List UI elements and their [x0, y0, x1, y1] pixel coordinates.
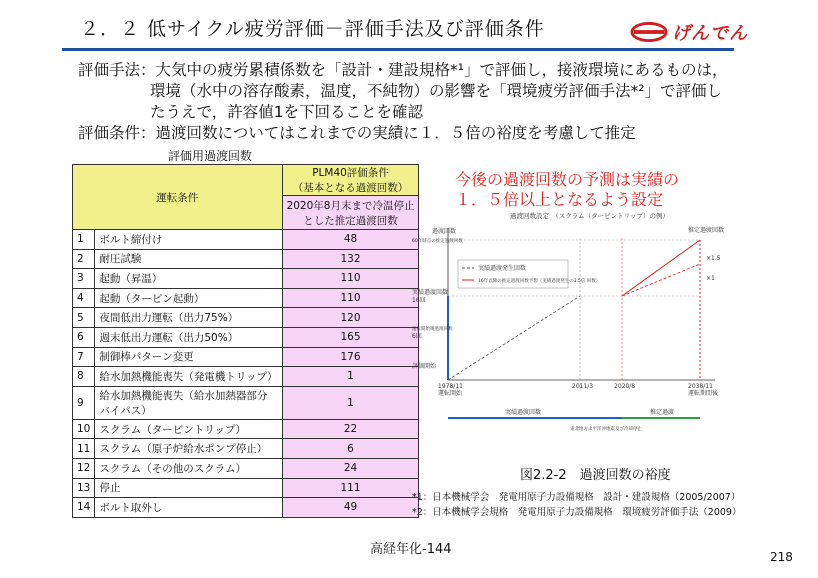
table-row — [73, 347, 419, 367]
row-condition: 週末低出力運転（出力50%） — [95, 327, 282, 347]
legend-estimate: 16年以降の推定過渡回数予想（実績過渡発生の1.5倍 回数） — [478, 279, 601, 284]
title-underline — [62, 48, 734, 51]
table-caption: 評価用過渡回数 — [168, 149, 253, 163]
row-number: 9 — [73, 386, 95, 419]
y-value-6: 6回 — [412, 333, 422, 340]
footnote-2: *2：日本機械学会規格 発電用原子力設備規格 環境疲労評価手法（2009） — [412, 507, 742, 518]
row-count: 110 — [282, 288, 419, 308]
row-condition: 停止 — [95, 478, 282, 498]
header-operating-condition: 運転条件 — [73, 165, 283, 230]
condition-line: 評価条件：過渡回数についてはこれまでの実績に１．５倍の裕度を考慮して推定 — [78, 124, 636, 142]
row-count: 22 — [282, 419, 419, 439]
y-label-actual: 実績過渡回数 — [412, 289, 449, 296]
row-condition: 起動（タービン起動） — [95, 288, 282, 308]
y-axis-label: 過渡回数 — [432, 228, 457, 235]
row-number: 6 — [73, 327, 95, 347]
row-number: 11 — [73, 439, 95, 459]
row-condition-line1: 給水加熱機能喪失（給水加熱器部分 — [99, 389, 268, 402]
header-plm40-line1: PLM40評価条件 — [312, 167, 389, 180]
table-row — [73, 288, 419, 308]
table-row — [73, 439, 419, 459]
table-row — [73, 367, 419, 387]
row-count: 1 — [282, 367, 419, 387]
row-count: 48 — [282, 230, 419, 250]
method-line-2: 環境（水中の溶存酸素，温度，不純物）の影響を「環境疲労評価手法*²」で評価し — [150, 82, 722, 100]
table-row — [73, 327, 419, 347]
table-row — [73, 386, 419, 419]
table-row — [73, 308, 419, 328]
row-number: 13 — [73, 478, 95, 498]
period-actual-label: 実績過渡回数 — [505, 409, 542, 416]
x-label-2038b: 運転期間後 — [688, 390, 719, 397]
y-label-after: 運転開始後過渡回数 — [412, 327, 453, 332]
row-condition: スクラム（原子炉給水ポンプ停止） — [95, 439, 282, 459]
document-id: 高経年化-144 — [370, 542, 452, 557]
table-row — [73, 230, 419, 250]
row-condition: 給水加熱機能喪失（発電機トリップ） — [95, 367, 282, 387]
y-label-60yr: 60年時点の推定過渡回数 — [412, 239, 463, 244]
factor-1: ×1 — [706, 275, 715, 282]
row-count: 1 — [282, 386, 419, 419]
period-note: 東北地方太平洋沖地震及び冷却停止 — [570, 427, 642, 432]
header-plm40 — [282, 165, 419, 196]
figure-caption: 図2.2-2 過渡回数の裕度 — [520, 468, 671, 483]
row-number: 2 — [73, 249, 95, 269]
row-number: 7 — [73, 347, 95, 367]
company-logo — [630, 18, 775, 46]
row-number: 10 — [73, 419, 95, 439]
row-count: 176 — [282, 347, 419, 367]
table-row — [73, 249, 419, 269]
row-count: 165 — [282, 327, 419, 347]
row-number: 3 — [73, 269, 95, 289]
header-plm40-line2: （基本となる過渡回数） — [292, 182, 409, 195]
page-title: ２．２ 低サイクル疲労評価－評価手法及び評価条件 — [80, 18, 545, 40]
header-estimate-line1: 2020年8月末まで冷温停止 — [286, 199, 415, 212]
row-count: 49 — [282, 498, 419, 518]
method-line-3: たうえで，許容値1を下回ることを確認 — [150, 103, 424, 121]
row-count: 111 — [282, 478, 419, 498]
row-number: 8 — [73, 367, 95, 387]
right-label: 推定過渡回数 — [688, 227, 725, 234]
row-condition-line2: バイパス） — [99, 404, 152, 417]
row-count: 120 — [282, 308, 419, 328]
legend-actual: 実績過渡発生回数 — [478, 265, 527, 272]
footnote-1: *1：日本機械学会 発電用原子力設備規格 設計・建設規格（2005/2007） — [412, 492, 741, 503]
transient-count-table — [72, 164, 419, 518]
x-label-1978: 1978/11 — [438, 383, 463, 390]
table-row — [73, 478, 419, 498]
y-value-16: 16回 — [412, 297, 426, 304]
logo-text: げんでん — [672, 23, 748, 44]
header-estimate — [282, 196, 419, 230]
row-condition: スクラム（タービントリップ） — [95, 419, 282, 439]
row-condition: 耐圧試験 — [95, 249, 282, 269]
table-row — [73, 269, 419, 289]
estimate-line — [622, 240, 700, 296]
row-count: 24 — [282, 458, 419, 478]
row-number: 5 — [73, 308, 95, 328]
row-count: 6 — [282, 439, 419, 459]
row-number: 14 — [73, 498, 95, 518]
figure-title: 過渡回数設定 （スクラム（タービントリップ）の例） — [510, 212, 669, 220]
row-condition: 制御棒パターン変更 — [95, 347, 282, 367]
table-row — [73, 458, 419, 478]
x-label-2011: 2011/3 — [572, 383, 594, 390]
factor-15: ×1.5 — [706, 255, 721, 262]
row-count: 110 — [282, 269, 419, 289]
row-condition: ボルト取外し — [95, 498, 282, 518]
method-line-1: 評価手法：大気中の疲労累積係数を「設計・建設規格*¹」で評価し，接液環境にあるものは， — [78, 61, 728, 79]
transient-margin-figure — [410, 208, 730, 458]
page-number: 218 — [770, 550, 793, 564]
row-condition: 夜間低出力運転（出力75%） — [95, 308, 282, 328]
x-label-2038: 2038/11 — [688, 383, 713, 390]
row-condition: 起動（昇温） — [95, 269, 282, 289]
callout-line-2: １．５倍以上となるよう設定 — [455, 190, 664, 209]
row-count: 132 — [282, 249, 419, 269]
row-condition — [95, 386, 282, 419]
x-label-1978b: 運転開始 — [438, 390, 463, 397]
actual-trend-line — [448, 296, 580, 380]
estimate-x1-line — [622, 264, 700, 296]
row-condition: ボルト締付け — [95, 230, 282, 250]
table-row — [73, 498, 419, 518]
period-estimate-label: 推定過渡 — [650, 409, 675, 416]
row-number: 4 — [73, 288, 95, 308]
row-number: 1 — [73, 230, 95, 250]
row-number: 12 — [73, 458, 95, 478]
header-estimate-line2: とした推定過渡回数 — [303, 214, 398, 227]
y-label-start: 評価開始 — [412, 363, 437, 370]
x-label-2020: 2020/8 — [614, 383, 636, 390]
callout-line-1: 今後の過渡回数の予測は実績の — [455, 170, 680, 189]
row-condition: スクラム（その他のスクラム） — [95, 458, 282, 478]
genden-logo-icon — [630, 21, 668, 43]
table-row — [73, 419, 419, 439]
